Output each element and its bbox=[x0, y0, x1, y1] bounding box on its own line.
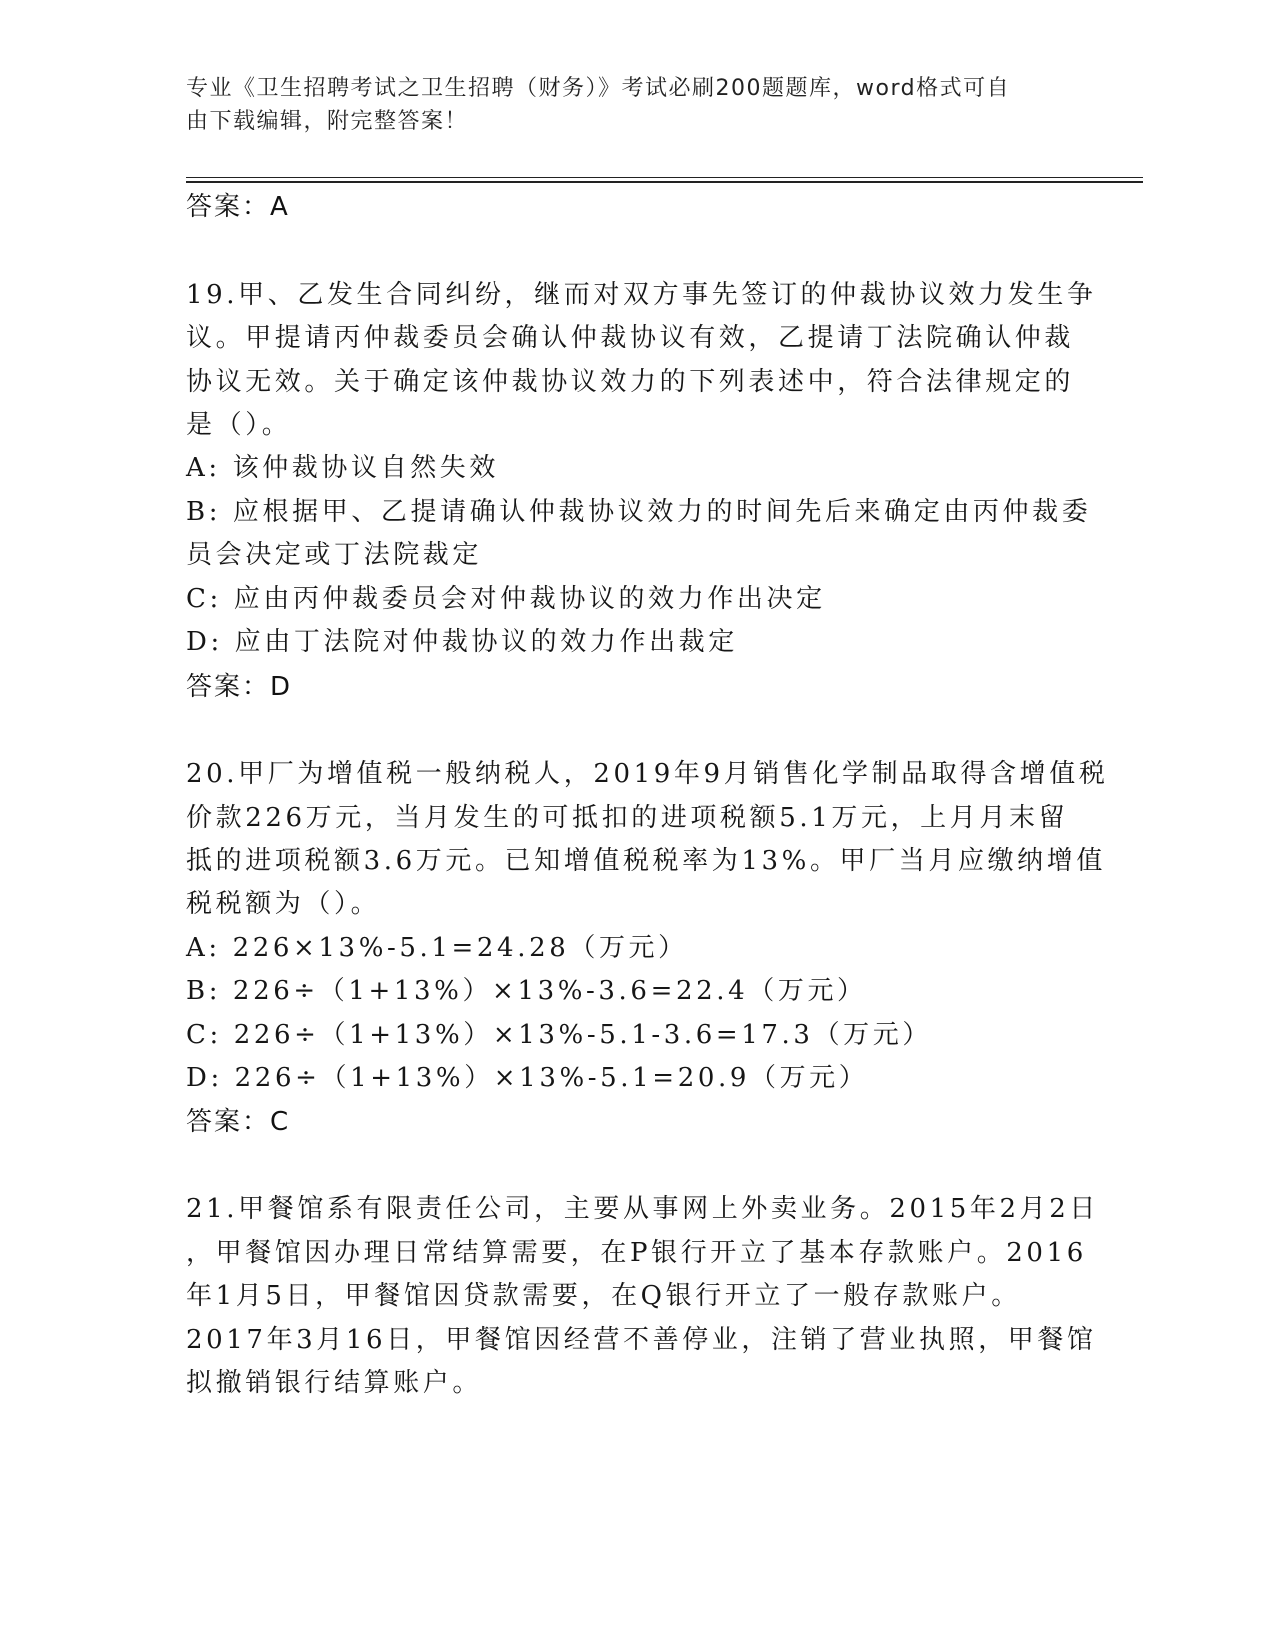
option-a: A: 该仲裁协议自然失效 bbox=[186, 453, 500, 483]
question-stem-line: 协议无效。关于确定该仲裁协议效力的下列表述中，符合法律规定的 bbox=[186, 367, 1075, 397]
option-d: D: 226÷（1+13%）×13%-5.1=20.9（万元） bbox=[186, 1063, 869, 1093]
question-stem-line: 价款226万元，当月发生的可抵扣的进项税额5.1万元，上月月末留 bbox=[186, 803, 1069, 833]
option-b-continued: 员会决定或丁法院裁定 bbox=[186, 540, 483, 570]
question-stem-line: 税税额为（）。 bbox=[186, 889, 381, 919]
question-stem-line: 拟撤销银行结算账户。 bbox=[186, 1368, 483, 1398]
question-stem-line: 21.甲餐馆系有限责任公司，主要从事网上外卖业务。2015年2月2日 bbox=[186, 1194, 1100, 1224]
question-stem-line: 年1月5日，甲餐馆因贷款需要，在Q银行开立了一般存款账户。 bbox=[186, 1281, 1021, 1311]
question-stem-line: 议。甲提请丙仲裁委员会确认仲裁协议有效，乙提请丁法院确认仲裁 bbox=[186, 323, 1075, 353]
previous-answer: 答案：A bbox=[186, 192, 290, 222]
option-c: C: 226÷（1+13%）×13%-5.1-3.6=17.3（万元） bbox=[186, 1020, 932, 1050]
question-stem-line: 是（）。 bbox=[186, 410, 292, 440]
document-header bbox=[186, 72, 1066, 138]
question-stem-line: 20.甲厂为增值税一般纳税人，2019年9月销售化学制品取得含增值税 bbox=[186, 759, 1109, 789]
question-stem-line: 抵的进项税额3.6万元。已知增值税税率为13%。甲厂当月应缴纳增值 bbox=[186, 846, 1106, 876]
answer-20: 答案：C bbox=[186, 1107, 291, 1137]
option-d: D: 应由丁法院对仲裁协议的效力作出裁定 bbox=[186, 627, 738, 657]
header-title-line-2: 由下载编辑，附完整答案！ bbox=[186, 109, 469, 134]
option-b: B: 应根据甲、乙提请确认仲裁协议效力的时间先后来确定由丙仲裁委 bbox=[186, 497, 1092, 527]
question-stem-line: 19.甲、乙发生合同纠纷，继而对双方事先签订的仲裁协议效力发生争 bbox=[186, 280, 1097, 310]
option-c: C: 应由丙仲裁委员会对仲裁协议的效力作出决定 bbox=[186, 584, 826, 614]
header-divider-thin bbox=[186, 177, 1143, 178]
header-title-line-1: 专业《卫生招聘考试之卫生招聘（财务）》考试必刷200题题库，word格式可自 bbox=[186, 76, 1011, 101]
answer-19: 答案：D bbox=[186, 672, 293, 702]
option-a: A: 226×13%-5.1=24.28（万元） bbox=[186, 933, 688, 963]
option-b: B: 226÷（1+13%）×13%-3.6=22.4（万元） bbox=[186, 976, 867, 1006]
question-stem-line: ，甲餐馆因办理日常结算需要，在P银行开立了基本存款账户。2016 bbox=[186, 1238, 1087, 1268]
question-stem-line: 2017年3月16日，甲餐馆因经营不善停业，注销了营业执照，甲餐馆 bbox=[186, 1325, 1097, 1355]
header-divider-thick bbox=[186, 181, 1143, 183]
